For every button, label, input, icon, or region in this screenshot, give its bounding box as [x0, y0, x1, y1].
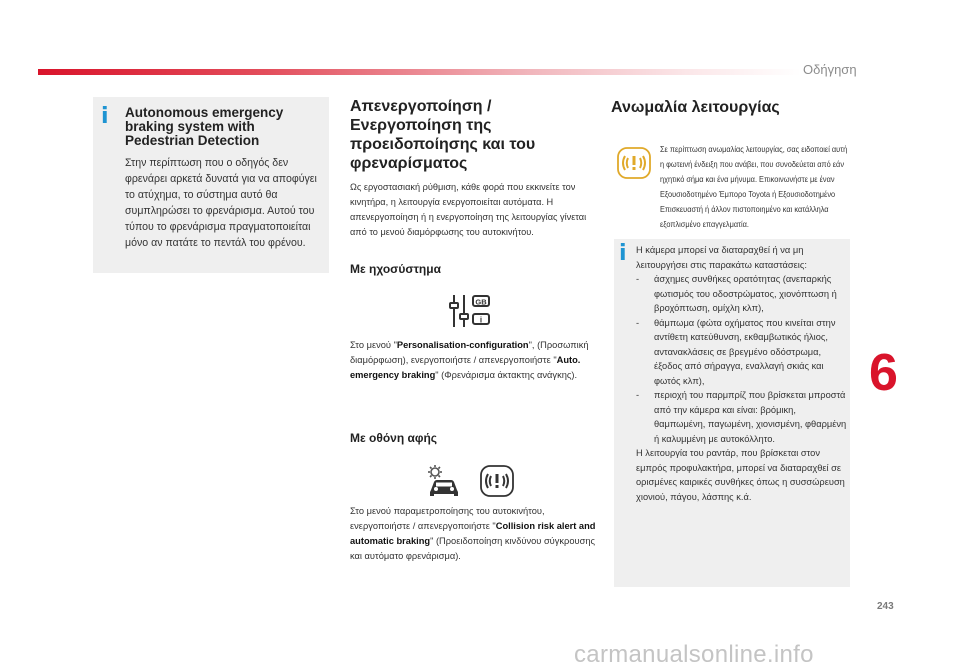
camera-info-text: [636, 243, 848, 504]
activation-heading: Απενεργοποίηση / Ενεργοποίηση της προειδοποίησης και του φρεναρίσματος: [350, 98, 536, 172]
menu-personalisation: Personalisation-configuration: [396, 340, 529, 350]
camera-info-box: [614, 239, 850, 587]
info-key-label: i: [479, 315, 483, 325]
menu-auto-emergency-braking: Auto. emergency braking: [350, 355, 581, 380]
audio-system-instructions: Στο μενού "Personalisation-configuration", (Προσωπική διαμόρφωση), ενεργοποιήστε / απενεργοποιήστε "Auto. emergency braking" (Φρενάρισμα άκτακτης ανάγκης).: [350, 340, 589, 380]
menu-collision-risk-alert: Collision risk alert and automatic braking: [350, 521, 596, 546]
info-icon: i: [101, 104, 109, 129]
audio-system-heading: Με ηχοσύστημα: [350, 262, 441, 276]
page-number: 243: [877, 601, 894, 612]
watermark: carmanualsonline.info: [574, 641, 814, 666]
malfunction-text: Σε περίπτωση ανωμαλίας λειτουργίας, σας ειδοποιεί αυτή η φωτεινή ένδειξη που ανάβει, που συνοδεύεται από εάν ηχητικό σήμα και ένα μήνυμα. Επικοινωνήστε με έναν Εξουσιοδοτημένο Έμπορο Toyota ή Εξουσιοδοτημένο Επισκευαστή ή άλλον πιστοποιημένο και κατάλληλα εξοπλισμένο επαγγελματία.: [660, 144, 848, 229]
malfunction-heading: Ανωμαλία λειτουργίας: [611, 99, 780, 116]
section-title: Οδήγηση: [803, 62, 857, 77]
chapter-number: 6: [869, 344, 898, 402]
collision-warning-lamp-icon: [617, 147, 651, 179]
aeb-info-box: [93, 97, 329, 273]
list-item: - θάμπωμα (φώτα οχήματος που κινείται στην αντίθετη κατεύθυνση, εκθαμβωτικός ήλιος, αντανακλάσεις σε βρεγμένο οδόστρωμα, έξοδος από σήραγγα, εναλλαγή σκιάς και φωτός κλπ),: [636, 317, 836, 386]
info-icon: i: [619, 241, 627, 266]
touchscreen-instructions: Στο μενού παραμετροποίησης του αυτοκινήτου, ενεργοποιήστε / απενεργοποιήστε "Collision risk alert and automatic braking" (Προειδοποίηση κινδύνου σύγκρουσης και αυτόματο φρενάρισμα).: [350, 506, 596, 561]
audio-settings-icon: [447, 293, 493, 329]
touchscreen-heading: Με οθόνη αφής: [350, 431, 438, 445]
list-item: - άσχημες συνθήκες ορατότητας (ανεπαρκής φωτισμός του οδοστρώματος, χιονόπτωση ή βροχόπτωση, ομίχλη κλπ),: [636, 274, 837, 313]
aeb-box-text: Στην περίπτωση που ο οδηγός δεν φρενάρει αρκετά δυνατά για να αποφύγει το ατύχημα, το σύστημα αυτό θα συμπληρώσει το φρενάρισμα. Αυτού του τύπου το φρενάρισμα πραγματοποιείται μόνο αν πατάτε το πεντάλ του φρένου.: [125, 157, 317, 249]
list-item: - περιοχή του παρμπρίζ που βρίσκεται μπροστά από την κάμερα και είναι: βρόμικη, θαμπωμένη, παγωμένη, χιονισμένη, φθαρμένη ή καλυμμένη με αυτοκόλλητο.: [636, 390, 847, 444]
header-accent-bar: [38, 69, 801, 75]
activation-intro: Ως εργοστασιακή ρύθμιση, κάθε φορά που εκκινείτε τον κινητήρα, η λειτουργία ενεργοποιείται αυτόματα. Η απενεργοποίηση ή η ενεργοποίηση της λειτουργίας γίνεται από το μενού διαμόρφωσης του αυτοκινήτου.: [350, 182, 587, 237]
car-settings-icon: [425, 464, 463, 498]
radar-note: Η λειτουργία του ραντάρ, που βρίσκεται στον εμπρός προφυλακτήρα, μπορεί να διαταραχθεί σε ορισμένες καιρικές συνθήκες όπως η συσσώρευση χιονιού, πάγου, λάσπης κ.ά.: [636, 448, 845, 502]
gb-key-label: GB: [475, 297, 487, 307]
collision-warning-icon: [480, 465, 514, 497]
camera-intro: Η κάμερα μπορεί να διαταραχθεί ή να μη λειτουργήσει στις παρακάτω καταστάσεις:: [636, 245, 807, 270]
aeb-box-title: Autonomous emergency braking system with Pedestrian Detection: [125, 105, 284, 148]
